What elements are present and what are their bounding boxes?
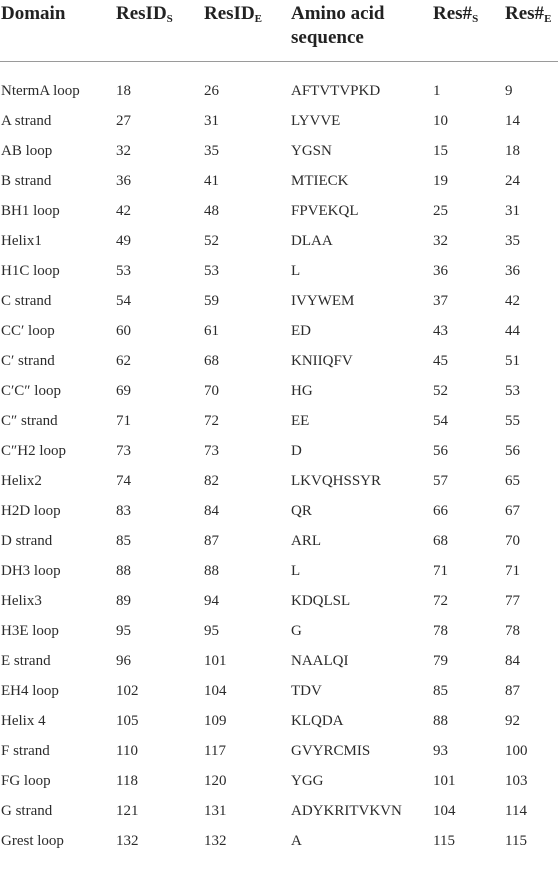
cell-resid-e: 132 [204,832,227,849]
cell-resid-e: 53 [204,262,219,279]
cell-resid-s: 83 [116,502,131,519]
cell-sequence: GVYRCMIS [291,742,371,759]
cell-res-s: 43 [433,322,448,339]
cell-domain: F strand [1,742,50,759]
cell-domain: Helix3 [1,592,42,609]
cell-res-s: 54 [433,412,448,429]
cell-resid-s: 105 [116,712,139,729]
cell-sequence: FPVEKQL [291,202,359,219]
header-res-e-sub: E [544,13,552,25]
cell-resid-e: 101 [204,652,227,669]
table-row [0,346,558,376]
table-row [0,736,558,766]
cell-resid-e: 59 [204,292,219,309]
cell-domain: A strand [1,112,52,129]
cell-domain: Helix1 [1,232,42,249]
cell-resid-s: 53 [116,262,131,279]
cell-res-s: 36 [433,262,448,279]
table-row [0,196,558,226]
cell-res-e: 114 [505,802,527,819]
cell-res-s: 52 [433,382,448,399]
cell-res-s: 78 [433,622,448,639]
cell-resid-e: 117 [204,742,226,759]
cell-resid-s: 27 [116,112,131,129]
table-row [0,496,558,526]
cell-resid-s: 102 [116,682,139,699]
table-row [0,766,558,796]
cell-res-e: 55 [505,412,520,429]
cell-resid-s: 85 [116,532,131,549]
cell-res-e: 42 [505,292,520,309]
header-spacer [0,62,558,76]
table-row [0,556,558,586]
cell-resid-s: 121 [116,802,139,819]
cell-sequence: EE [291,412,310,429]
cell-resid-e: 52 [204,232,219,249]
cell-domain: CC′ loop [1,322,55,339]
table-row [0,76,558,106]
cell-resid-s: 89 [116,592,131,609]
cell-resid-e: 109 [204,712,227,729]
table-row [0,616,558,646]
cell-res-e: 53 [505,382,520,399]
table-row [0,526,558,556]
header-resid-s-sub: S [166,13,173,25]
header-domain: Domain [1,3,66,24]
cell-resid-e: 120 [204,772,227,789]
cell-resid-e: 95 [204,622,219,639]
header-resid-s-main: ResID [116,3,167,24]
cell-domain: H3E loop [1,622,59,639]
cell-res-s: 88 [433,712,448,729]
table-row [0,406,558,436]
cell-res-e: 24 [505,172,520,189]
cell-sequence: L [291,262,301,279]
cell-sequence: IVYWEM [291,292,355,309]
cell-res-e: 70 [505,532,520,549]
cell-res-s: 45 [433,352,448,369]
cell-resid-s: 69 [116,382,131,399]
cell-sequence: NAALQI [291,652,349,669]
header-res-s [432,0,504,61]
table-row [0,376,558,406]
cell-res-s: 85 [433,682,448,699]
cell-sequence: MTIECK [291,172,349,189]
cell-resid-s: 49 [116,232,131,249]
cell-domain: C′ strand [1,352,55,369]
table-row [0,136,558,166]
table-row [0,646,558,676]
table-row [0,796,558,826]
table-row [0,316,558,346]
cell-res-e: 14 [505,112,520,129]
cell-resid-e: 35 [204,142,219,159]
cell-res-s: 72 [433,592,448,609]
cell-resid-e: 72 [204,412,219,429]
table-row [0,286,558,316]
cell-resid-e: 68 [204,352,219,369]
cell-domain: Helix2 [1,472,42,489]
cell-domain: BH1 loop [1,202,60,219]
cell-res-s: 68 [433,532,448,549]
cell-resid-e: 48 [204,202,219,219]
cell-resid-s: 32 [116,142,131,159]
cell-domain: C strand [1,292,52,309]
cell-sequence: ARL [291,532,321,549]
cell-domain: C″H2 loop [1,442,67,459]
cell-res-s: 56 [433,442,448,459]
cell-resid-s: 88 [116,562,131,579]
cell-res-e: 18 [505,142,520,159]
cell-domain: B strand [1,172,52,189]
header-res-e-main: Res# [505,3,545,24]
cell-sequence: ED [291,322,311,339]
cell-res-e: 67 [505,502,520,519]
cell-resid-s: 73 [116,442,131,459]
table-body [0,61,558,856]
cell-resid-e: 26 [204,82,219,99]
cell-domain: D strand [1,532,53,549]
cell-resid-s: 42 [116,202,131,219]
cell-res-e: 103 [505,772,528,789]
cell-resid-e: 31 [204,112,219,129]
cell-sequence: QR [291,502,312,519]
table-row [0,706,558,736]
cell-res-s: 37 [433,292,448,309]
cell-res-e: 51 [505,352,520,369]
table-row [0,436,558,466]
table-header [0,0,558,61]
cell-resid-e: 88 [204,562,219,579]
cell-res-e: 44 [505,322,520,339]
header-res-s-sub: S [472,13,479,25]
cell-res-e: 9 [505,82,513,99]
cell-resid-s: 62 [116,352,131,369]
cell-domain: DH3 loop [1,562,61,579]
cell-res-e: 78 [505,622,520,639]
cell-res-s: 1 [433,82,441,99]
header-resid-s [115,0,203,61]
cell-sequence: KNIIQFV [291,352,353,369]
cell-sequence: KLQDA [291,712,344,729]
cell-res-s: 66 [433,502,448,519]
cell-res-e: 65 [505,472,520,489]
cell-sequence: YGSN [291,142,332,159]
cell-res-s: 25 [433,202,448,219]
cell-res-s: 10 [433,112,448,129]
cell-res-e: 71 [505,562,520,579]
cell-res-s: 57 [433,472,448,489]
cell-domain: EH4 loop [1,682,59,699]
header-res-e [504,0,558,61]
cell-resid-e: 131 [204,802,227,819]
cell-domain: NtermA loop [1,82,80,99]
cell-sequence: G [291,622,302,639]
table-row [0,826,558,856]
cell-resid-e: 41 [204,172,219,189]
table-row [0,106,558,136]
cell-res-s: 19 [433,172,448,189]
table-row [0,466,558,496]
cell-resid-e: 73 [204,442,219,459]
cell-sequence: AFTVTVPKD [291,82,381,99]
cell-resid-s: 74 [116,472,131,489]
cell-res-e: 84 [505,652,520,669]
cell-resid-e: 61 [204,322,219,339]
cell-resid-s: 36 [116,172,131,189]
cell-res-s: 101 [433,772,456,789]
cell-res-s: 71 [433,562,448,579]
cell-res-e: 115 [505,832,527,849]
cell-domain: AB loop [1,142,53,159]
cell-sequence: HG [291,382,313,399]
header-row [0,0,558,61]
cell-resid-s: 110 [116,742,138,759]
cell-sequence: YGG [291,772,324,789]
cell-res-s: 104 [433,802,456,819]
cell-res-e: 77 [505,592,520,609]
cell-domain: E strand [1,652,51,669]
cell-res-s: 15 [433,142,448,159]
cell-res-s: 79 [433,652,448,669]
cell-domain: C″ strand [1,412,58,429]
cell-res-e: 36 [505,262,520,279]
header-resid-e-main: ResID [204,3,255,24]
cell-res-e: 100 [505,742,528,759]
cell-resid-e: 94 [204,592,219,609]
cell-domain: Helix 4 [1,712,46,729]
cell-domain: FG loop [1,772,51,789]
cell-resid-s: 71 [116,412,131,429]
cell-res-s: 32 [433,232,448,249]
cell-resid-s: 18 [116,82,131,99]
cell-sequence: TDV [291,682,322,699]
cell-resid-e: 84 [204,502,219,519]
table-row [0,256,558,286]
cell-sequence: LKVQHSSYR [291,472,382,489]
cell-resid-s: 54 [116,292,131,309]
cell-domain: Grest loop [1,832,64,849]
header-resid-e [203,0,290,61]
table-row [0,166,558,196]
cell-resid-s: 95 [116,622,131,639]
cell-resid-s: 132 [116,832,139,849]
cell-resid-s: 96 [116,652,131,669]
table-row [0,226,558,256]
cell-res-e: 35 [505,232,520,249]
cell-domain: G strand [1,802,53,819]
cell-sequence: KDQLSL [291,592,351,609]
cell-domain: C′C″ loop [1,382,61,399]
cell-resid-e: 87 [204,532,219,549]
cell-res-e: 56 [505,442,520,459]
cell-res-e: 31 [505,202,520,219]
cell-domain: H2D loop [1,502,61,519]
cell-sequence: L [291,562,301,579]
table-row [0,676,558,706]
cell-sequence: ADYKRITVKVN [291,802,402,819]
cell-res-e: 92 [505,712,520,729]
cell-resid-e: 82 [204,472,219,489]
cell-resid-s: 60 [116,322,131,339]
cell-sequence: LYVVE [291,112,341,129]
cell-sequence: DLAA [291,232,333,249]
cell-sequence: A [291,832,302,849]
cell-resid-s: 118 [116,772,138,789]
cell-res-e: 87 [505,682,520,699]
cell-domain: H1C loop [1,262,60,279]
header-resid-e-sub: E [254,13,263,25]
header-sequence: Amino acid sequence [291,3,385,48]
cell-resid-e: 104 [204,682,227,699]
cell-sequence: D [291,442,302,459]
table-row [0,586,558,616]
cell-res-s: 93 [433,742,448,759]
cell-res-s: 115 [433,832,455,849]
header-res-s-main: Res# [433,3,473,24]
cell-resid-e: 70 [204,382,219,399]
